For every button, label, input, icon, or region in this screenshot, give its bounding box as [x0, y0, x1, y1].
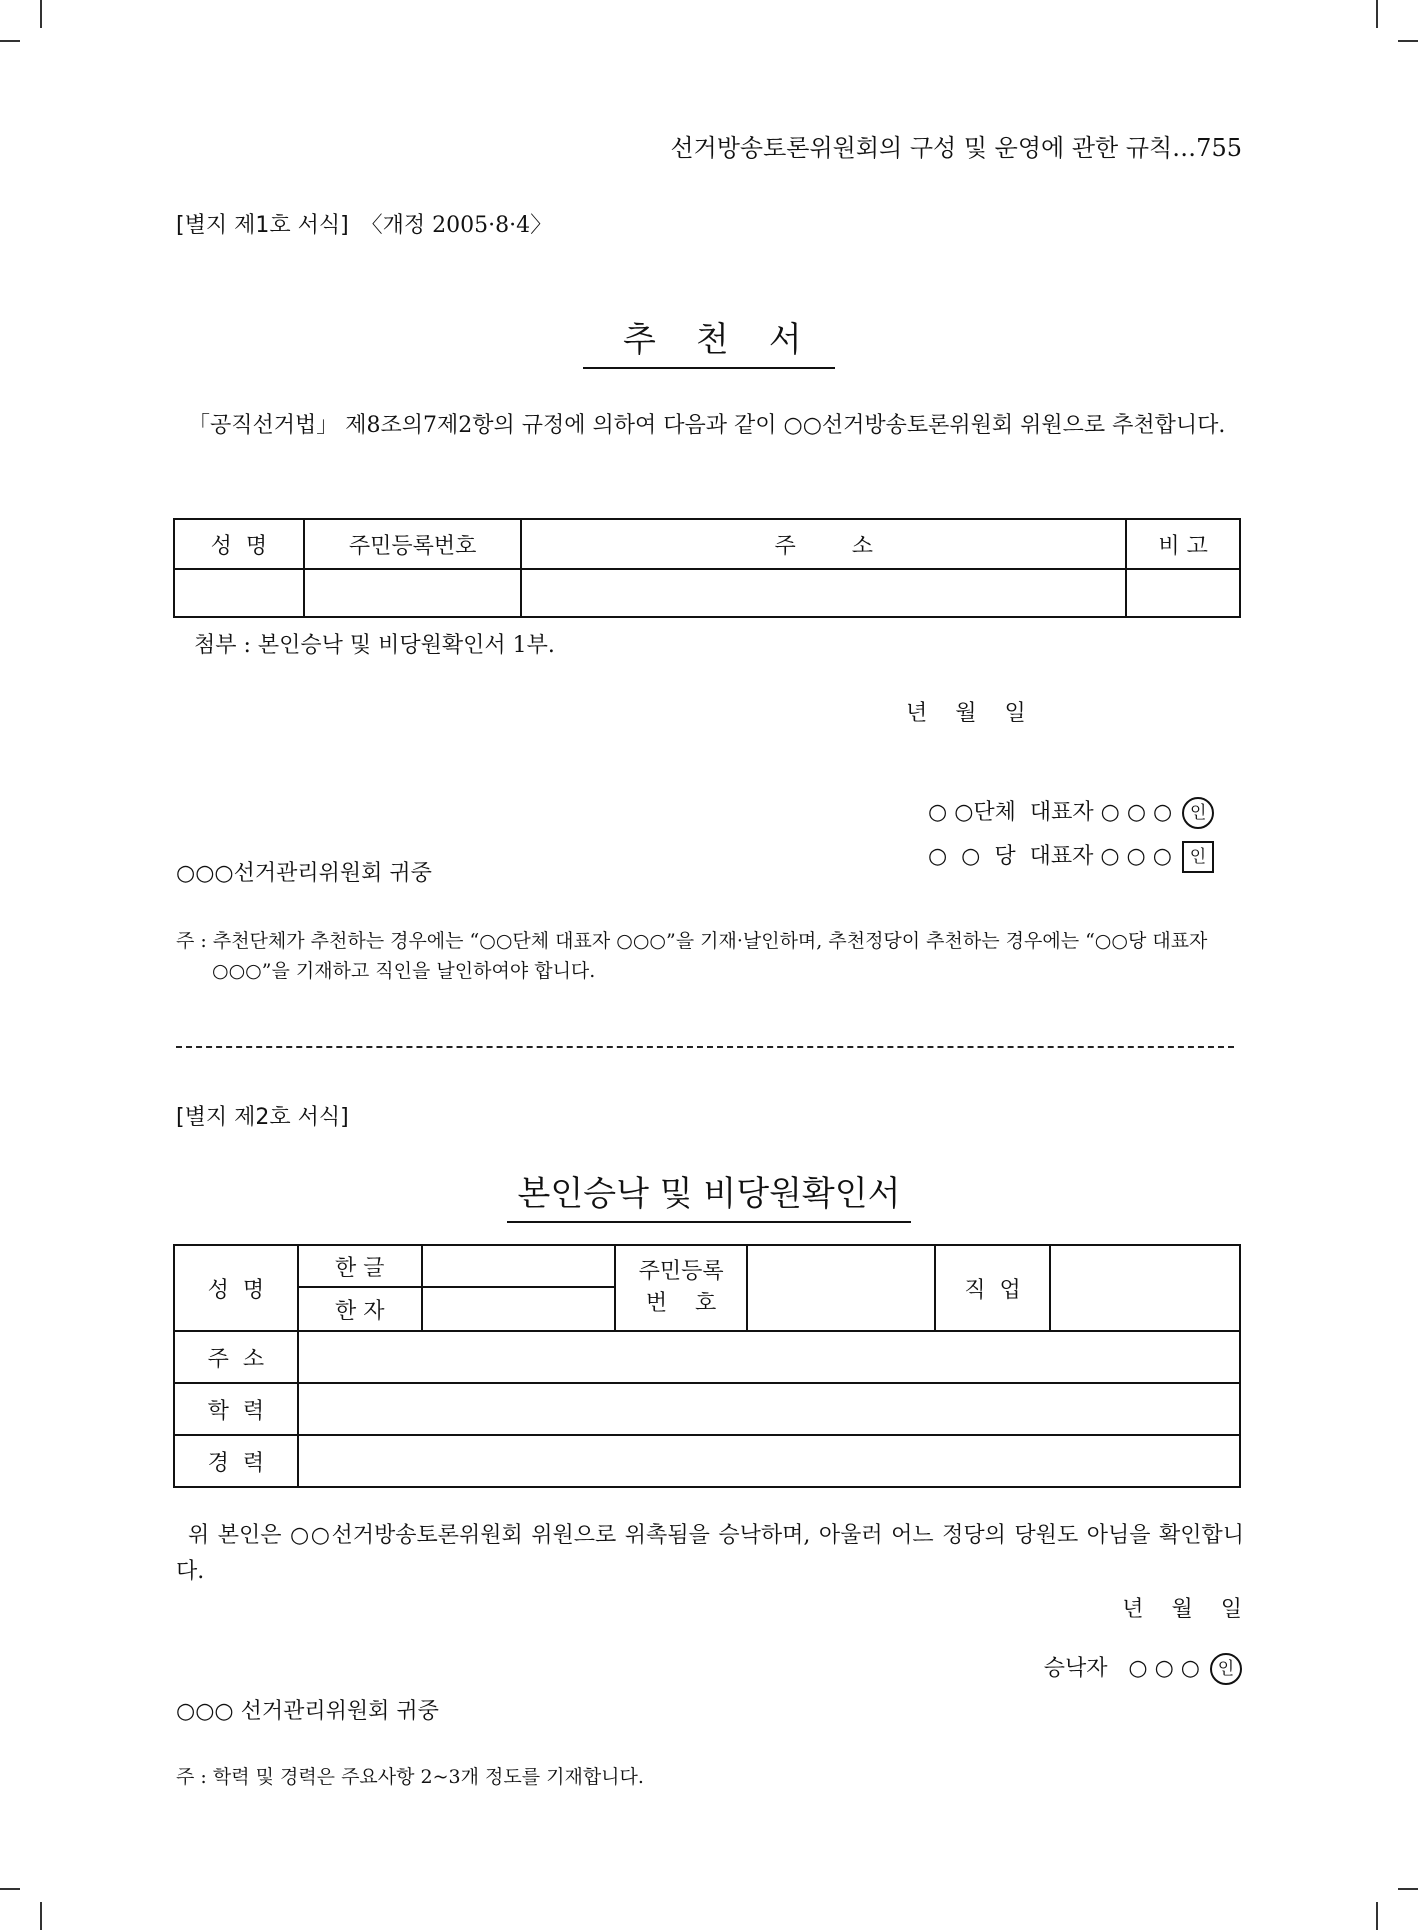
header-address: 주 소	[521, 519, 1126, 569]
form2-label: [별지 제2호 서식]	[176, 1105, 349, 1130]
form1-intro: 「공직선거법」 제8조의7제2항의 규정에 의하여 다음과 같이 ○○선거방송토론위원회 위원으로 추천합니다.	[188, 413, 1226, 438]
label-address: 주 소	[174, 1331, 298, 1383]
signer-party-label: ○ ○ 당 대표자 ○ ○ ○	[928, 844, 1172, 869]
label-occupation: 직 업	[935, 1245, 1051, 1331]
crop-mark	[1398, 40, 1418, 42]
form2-note: 주 : 학력 및 경력은 주요사항 2~3개 정도를 기재합니다.	[176, 1766, 644, 1788]
form2-body: 위 본인은 ○○선거방송토론위원회 위원으로 위촉됨을 승낙하며, 아울러 어느 정당의 당원도 아님을 확인합니다.	[176, 1523, 1244, 1584]
label-career: 경 력	[174, 1435, 298, 1487]
cell-address[interactable]	[298, 1331, 1240, 1383]
label-name: 성 명	[174, 1245, 298, 1331]
crop-mark	[40, 1902, 42, 1930]
form1-label: [별지 제1호 서식]	[176, 213, 349, 238]
form2-date: 년 월 일	[1122, 1597, 1242, 1622]
seal-circle-icon: 인	[1210, 1653, 1242, 1685]
cell-remarks[interactable]	[1126, 569, 1240, 617]
cell-rrn[interactable]	[747, 1245, 935, 1331]
crop-mark	[1376, 1902, 1378, 1930]
form1-recipient: ○○○선거관리위원회 귀중	[176, 861, 432, 886]
running-header: 선거방송토론위원회의 구성 및 운영에 관한 규칙…755	[670, 134, 1242, 162]
cell-career[interactable]	[298, 1435, 1240, 1487]
header-name: 성 명	[174, 519, 304, 569]
seal-square-icon: 인	[1182, 841, 1214, 873]
crop-mark	[40, 0, 42, 28]
cell-name[interactable]	[174, 569, 304, 617]
cell-hangul-name[interactable]	[422, 1245, 616, 1287]
form1-date: 년 월 일	[906, 701, 1026, 726]
form2-title: 본인승낙 및 비당원확인서	[507, 1166, 911, 1223]
label-rrn-line1: 주민등록	[638, 1259, 724, 1284]
crop-mark	[0, 40, 20, 42]
cell-occupation[interactable]	[1050, 1245, 1240, 1331]
label-education: 학 력	[174, 1383, 298, 1435]
label-hangul: 한 글	[298, 1245, 422, 1287]
label-rrn-line2: 번 호	[645, 1291, 717, 1316]
header-rrn: 주민등록번호	[304, 519, 522, 569]
signer-org-label: ○ ○단체 대표자 ○ ○ ○	[928, 800, 1173, 825]
crop-mark	[0, 1888, 20, 1890]
label-rrn	[615, 1245, 747, 1331]
form1-label-line	[176, 208, 552, 239]
form2-signer	[1030, 1626, 1242, 1685]
label-hanja: 한 자	[298, 1287, 422, 1331]
cell-education[interactable]	[298, 1383, 1240, 1435]
signer-label: 승낙자 ○ ○ ○	[1043, 1656, 1200, 1681]
cell-address[interactable]	[521, 569, 1126, 617]
seal-circle-icon: 인	[1182, 797, 1214, 829]
form1-signer-party	[914, 814, 1214, 873]
recommendation-table	[173, 518, 1241, 618]
crop-mark	[1376, 0, 1378, 28]
form2-recipient: ○○○ 선거관리위원회 귀중	[176, 1699, 439, 1724]
form1-revision: 〈개정 2005·8·4〉	[360, 213, 553, 238]
form1-title: 추천서	[583, 312, 835, 369]
dashed-separator	[176, 1046, 1234, 1048]
form1-note: 주 : 추천단체가 추천하는 경우에는 “○○단체 대표자 ○○○”을 기재·날인하며, 추천정당이 추천하는 경우에는 “○○당 대표자 ○○○”을 기재하고 직인을 날인하여야 합니다.	[176, 930, 1208, 982]
crop-mark	[1398, 1888, 1418, 1890]
header-remarks: 비 고	[1126, 519, 1240, 569]
cell-rrn[interactable]	[304, 569, 522, 617]
form1-attachment: 첨부 : 본인승낙 및 비당원확인서 1부.	[194, 633, 555, 658]
consent-table	[173, 1244, 1241, 1488]
cell-hanja-name[interactable]	[422, 1287, 616, 1331]
